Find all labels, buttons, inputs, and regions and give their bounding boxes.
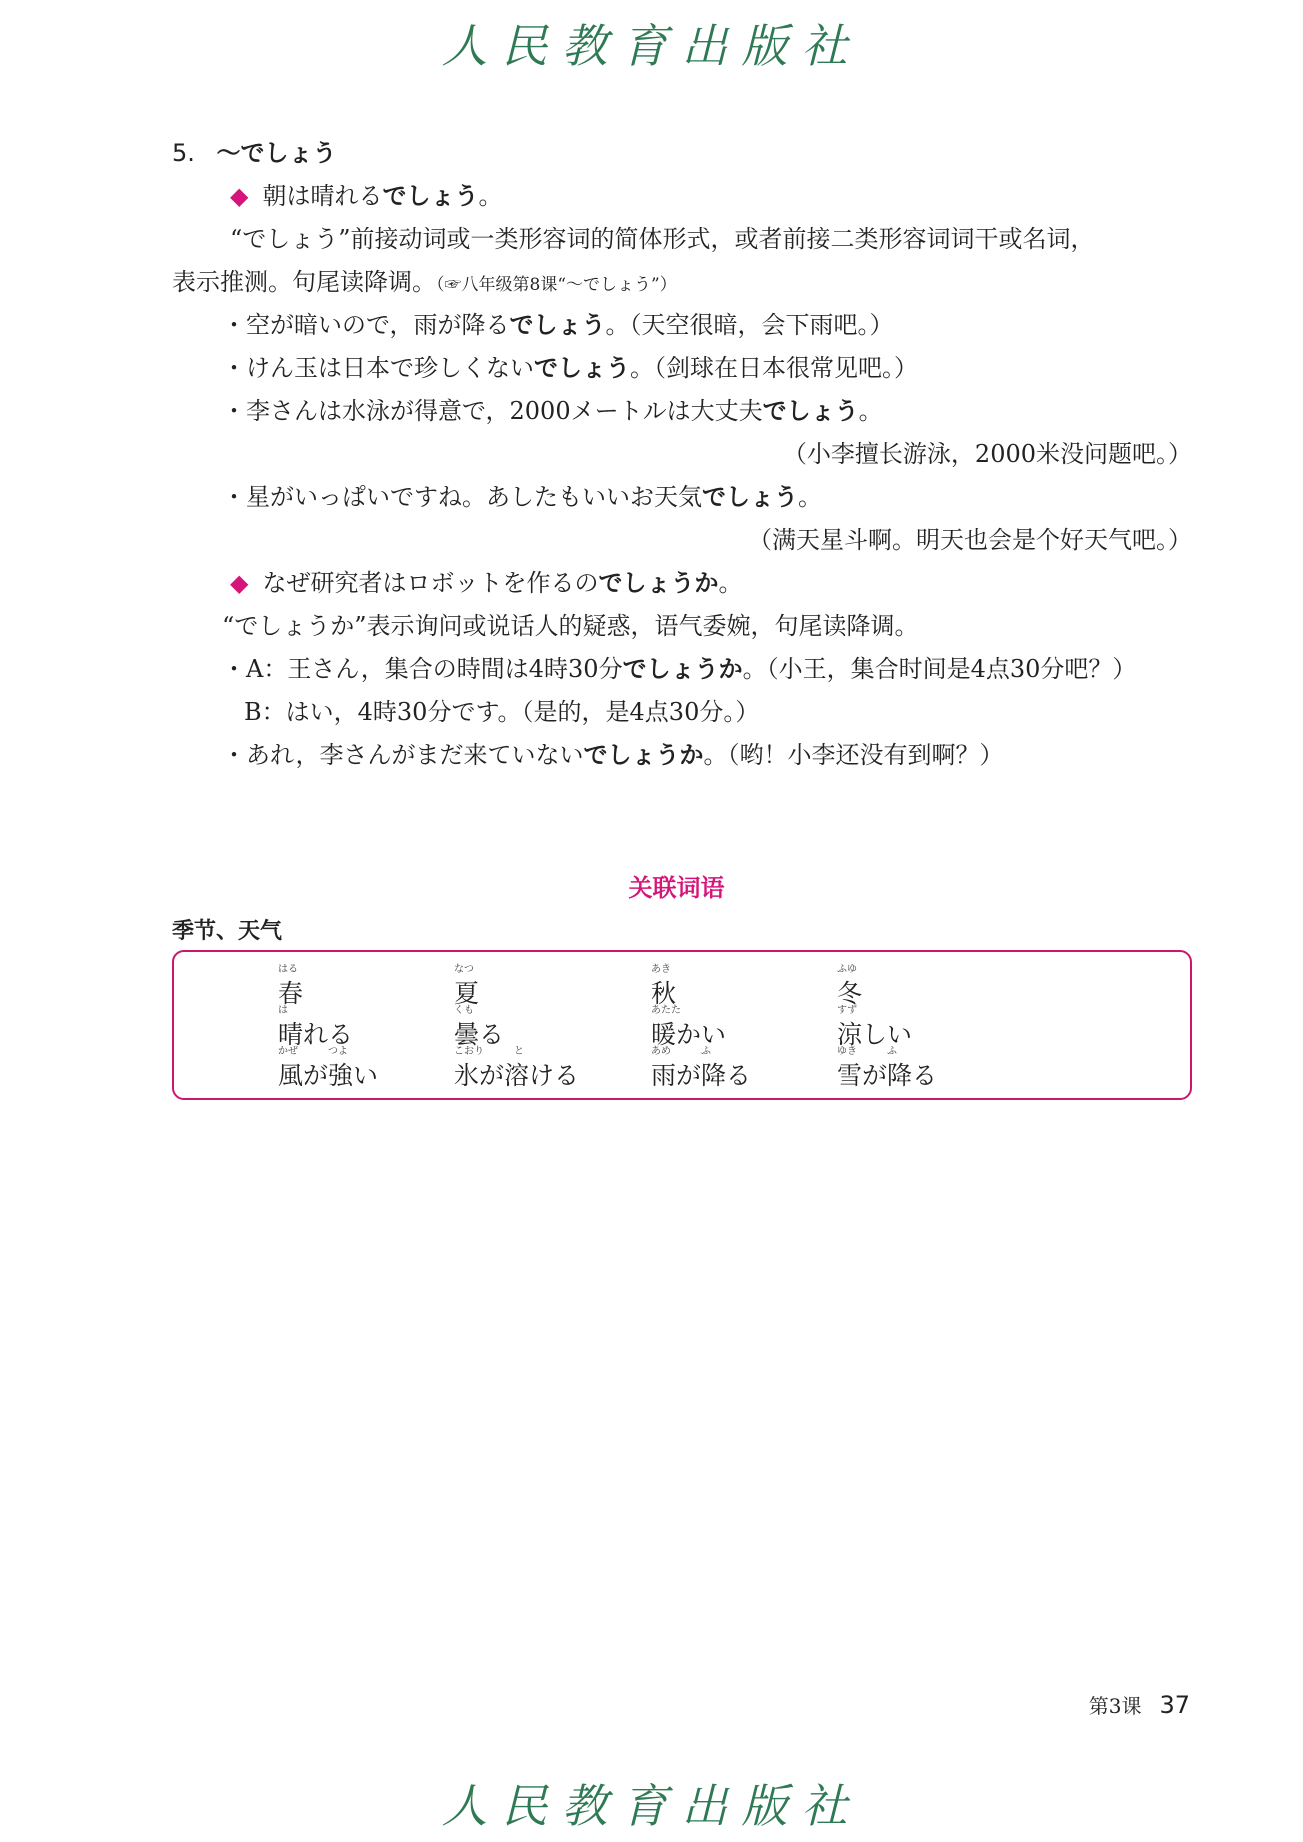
vocab-item: かぜ つよ 風が強い [278, 1046, 379, 1090]
page-footer [1089, 1690, 1190, 1719]
vocab-item: ゆき ふ 雪が降る [837, 1046, 938, 1090]
related-words-title: 关联词语 [628, 874, 725, 902]
heading-number: 5. [172, 139, 195, 167]
dialogue-line-b: B：はい，4時30分です。（是的，是4点30分。） [244, 698, 760, 726]
vocab-item: ふゆ 冬 [837, 964, 863, 1008]
explanation-line: “でしょうか”表示询问或说话人的疑惑，语气委婉，句尾读降调。 [222, 612, 919, 640]
example-sentence: ・李さんは水泳が得意で，2000メートルは大丈夫でしょう。 [222, 397, 883, 425]
example-punct: 。 [478, 182, 503, 210]
related-words-subtitle: 季节、天气 [172, 919, 283, 944]
example-pattern-1 [172, 175, 1192, 218]
vocab-item: くも 曇る [454, 1005, 505, 1049]
translation-line: （满天星斗啊。明天也会是个好天气吧。） [748, 526, 1192, 554]
vocab-box [172, 950, 1192, 1100]
example-sentence: ・あれ，李さんがまだ来ていないでしょうか。（哟！小李还没有到啊？） [222, 741, 1004, 769]
example-sentence: ・星がいっぱいですね。あしたもいいお天気でしょう。 [222, 483, 822, 511]
page-number: 37 [1159, 1691, 1190, 1719]
example-sentence: ・けん玉は日本で珍しくないでしょう。（剑球在日本很常见吧。） [222, 354, 918, 382]
translation-line: （小李擅长游泳，2000米没问题吧。） [782, 440, 1192, 468]
vocab-item: あめ ふ 雨が降る [651, 1046, 752, 1090]
explanation-line [172, 261, 1192, 304]
publisher-logo-top: 人民教育出版社 [441, 19, 862, 73]
example-text: 朝は晴れる [262, 182, 383, 210]
diamond-bullet-icon: ◆ [230, 569, 249, 597]
grammar-keyword: でしょう [382, 182, 479, 210]
vocab-item: あたた 暖かい [651, 1005, 727, 1049]
cross-reference: （☞八年级第8课“〜でしょう”） [436, 275, 677, 295]
lesson-label: 第3课 [1088, 1694, 1142, 1718]
vocab-item: なつ 夏 [454, 964, 480, 1008]
vocab-item: こおり と 氷が溶ける [454, 1046, 580, 1090]
explanation-line: “でしょう”前接动词或一类形容词的简体形式，或者前接二类形容词词干或名词， [230, 225, 1095, 253]
vocab-item: あき 秋 [651, 964, 677, 1008]
vocab-item: はる 春 [278, 964, 304, 1008]
grammar-heading [172, 132, 1192, 175]
diamond-bullet-icon: ◆ [230, 182, 249, 210]
publisher-logo-bottom: 人民教育出版社 [441, 1779, 862, 1833]
dialogue-line-a: ・A：王さん，集合の時間は4時30分でしょうか。（小王，集合时间是4点30分吧？） [222, 655, 1137, 683]
vocab-item: すず 涼しい [837, 1005, 913, 1049]
heading-text: 〜でしょう [216, 139, 337, 167]
grammar-section [172, 132, 1192, 777]
example-sentence: ・空が暗いので，雨が降るでしょう。（天空很暗，会下雨吧。） [222, 311, 894, 339]
example-pattern-2: ◆ なぜ研究者はロボットを作るのでしょうか。 [230, 569, 743, 597]
vocab-item: は 晴れる [278, 1005, 354, 1049]
explanation-text: 表示推测。句尾读降调。 [172, 268, 436, 296]
